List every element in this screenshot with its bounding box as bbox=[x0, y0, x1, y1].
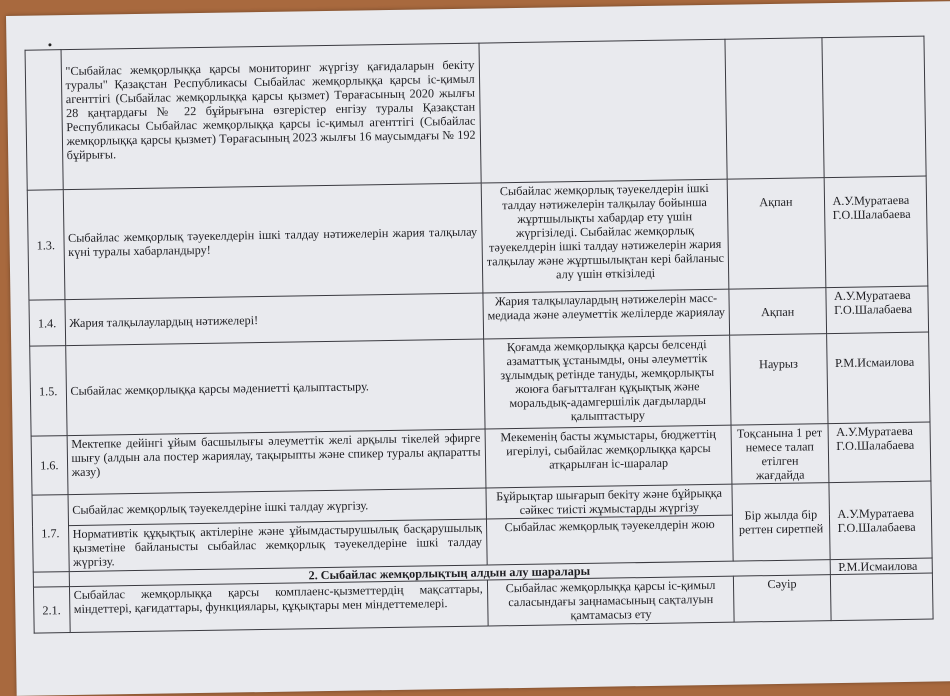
expected-result: Бұйрықтар шығарып бекіту және бұйрыққа сәйкес тиісті жұмыстарды жүргізу bbox=[486, 484, 733, 519]
table-row-1-3 bbox=[27, 176, 928, 300]
expected-result: Мекеменің басты жұмыстары, бюджеттің игерілуі, сыбайлас жемқорлыққа қарсы атқарылған іс-шаралар bbox=[485, 425, 733, 488]
row-number: 2.1. bbox=[33, 587, 69, 634]
expected-result bbox=[479, 39, 728, 183]
row-number: 1.6. bbox=[31, 436, 67, 496]
responsible bbox=[825, 286, 928, 334]
row-number: 1.4. bbox=[29, 300, 65, 347]
section-number-cell bbox=[33, 572, 69, 588]
measure-name: Жария талқылаулардың нәтижелері! bbox=[64, 293, 483, 346]
ink-dot bbox=[48, 43, 51, 46]
responsible-person: А.У.Муратаева bbox=[837, 505, 915, 522]
responsible-person: А.У.Муратаева bbox=[833, 287, 911, 304]
measure-name: Сыбайлас жемқорлыққа қарсы комплаенс-қызметтердің мақсаттары, міндеттері, қағидаттары, функциялары, құқықтары мен міндеттемелері. bbox=[69, 580, 488, 633]
expected-result: Жария талқылаулардың нәтижелерін масс-медиада және әлеуметтік желілерде жариялау bbox=[483, 289, 730, 339]
responsible-person: Г.О.Шалабаева bbox=[837, 519, 916, 535]
responsible-person: Г.О.Шалабаева bbox=[834, 301, 913, 318]
section-title: 2. Сыбайлас жемқорлықтың алдын алу шаралары bbox=[69, 560, 830, 587]
responsible bbox=[830, 573, 933, 621]
responsible-person: Г.О.Шалабаева bbox=[836, 437, 915, 454]
responsible-person: А.У.Муратаева bbox=[832, 192, 910, 209]
responsible bbox=[828, 422, 931, 483]
action-plan-table bbox=[25, 36, 934, 634]
responsible-person: Р.М.Исмаилова bbox=[834, 354, 915, 371]
measure-name: "Сыбайлас жемқорлыққа қарсы мониторинг жүргізу қағидаларын бекіту туралы" Қазақстан Республикасы Сыбайлас жемқорлыққа қарсы іс-қимыл агенттігі (Сыбайлас жемқорлыққа қарсы қызмет) Төрағасының 2020 жылғы 28 қаңтардағы № 22 бұйрығына өзгерістер енгізу туралы Қазақстан Республикасы Сыбайлас жемқорлыққа қарсы іс-қимыл агенттігі (Сыбайлас жемқорлыққа қарсы қызмет) Төрағасының 2023 жылғы 16 маусымдағы № 192 бұйрығы. bbox=[61, 43, 481, 190]
measure-name: Мектепке дейінгі ұйым басшылығы әлеуметтік желі арқылы тікелей эфирге шығу (алдын ала постер жариялау, тақырыпты және спикер туралы ақпаратты жазу) bbox=[67, 429, 486, 495]
responsible bbox=[821, 36, 926, 178]
table-row-order bbox=[25, 36, 926, 190]
deadline bbox=[725, 38, 823, 179]
expected-result: Қоғамда жемқорлыққа қарсы белсенді азаматтық ұстанымды, оны әлеуметтік зұлымдық ретінде тануды, жемқорлықты жоюға бағытталған құқықтық және моральдық-адамгершілік дағдыларды қалыптастыру bbox=[483, 335, 731, 429]
deadline: Наурыз bbox=[730, 334, 828, 425]
responsible-person: Г.О.Шалабаева bbox=[832, 206, 911, 223]
responsible bbox=[826, 332, 930, 424]
deadline: Бір жылда бір реттен сиретпей bbox=[732, 483, 829, 562]
measure-name: Сыбайлас жемқорлыққа қарсы мәдениетті қалыптастыру. bbox=[65, 339, 484, 436]
measure-name: Сыбайлас жемқорлық тәуекелдерін ішкі талдау нәтижелерін жария талқылау күні туралы хабарландыру! bbox=[63, 183, 483, 300]
deadline: Ақпан bbox=[729, 288, 826, 336]
expected-result: Сыбайлас жемқорлық тәуекелдерін ішкі талдау нәтижелерін талқылау бойынша жұртшылықты хабардар ету үшін жүргізіледі. Сыбайлас жемқорлық тәуекелдерін ішкі талдау нәтижелерін жария талқылау және жұртшылықтан кері байланыс алу үшін өткізіледі bbox=[481, 179, 729, 293]
deadline: Ақпан bbox=[727, 178, 825, 289]
document-page bbox=[6, 1, 950, 696]
responsible bbox=[824, 176, 928, 288]
responsible-person: Р.М.Исмаилова bbox=[830, 558, 933, 575]
deadline: Сәуір bbox=[734, 575, 831, 623]
expected-result: Сыбайлас жемқорлыққа қарсы іс-қимыл саласындағы заңнамасының сақталуын қамтамасыз ету bbox=[487, 576, 734, 626]
row-number: 1.5. bbox=[30, 346, 67, 437]
row-number: 1.7. bbox=[32, 495, 69, 573]
measure-name: Нормативтік құқықтық актілеріне және ұйымдастырушылық басқарушылық қызметіне байланысты сыбайлас жемқорлық тәуекелдеріне ішкі талдау жүргізу. bbox=[68, 519, 487, 572]
row-number bbox=[25, 50, 63, 191]
responsible-person: А.У.Муратаева bbox=[836, 423, 913, 440]
row-number: 1.3. bbox=[27, 190, 64, 301]
measure-name: Сыбайлас жемқорлық тәуекелдеріне ішкі талдау жүргізу. bbox=[68, 488, 487, 526]
expected-result: Сыбайлас жемқорлық тәуекелдерін жою bbox=[486, 515, 733, 565]
responsible bbox=[828, 481, 932, 560]
deadline: Тоқсанына 1 рет немесе талап етілген жағдайда bbox=[731, 424, 828, 485]
table-row-1-5 bbox=[30, 332, 930, 436]
